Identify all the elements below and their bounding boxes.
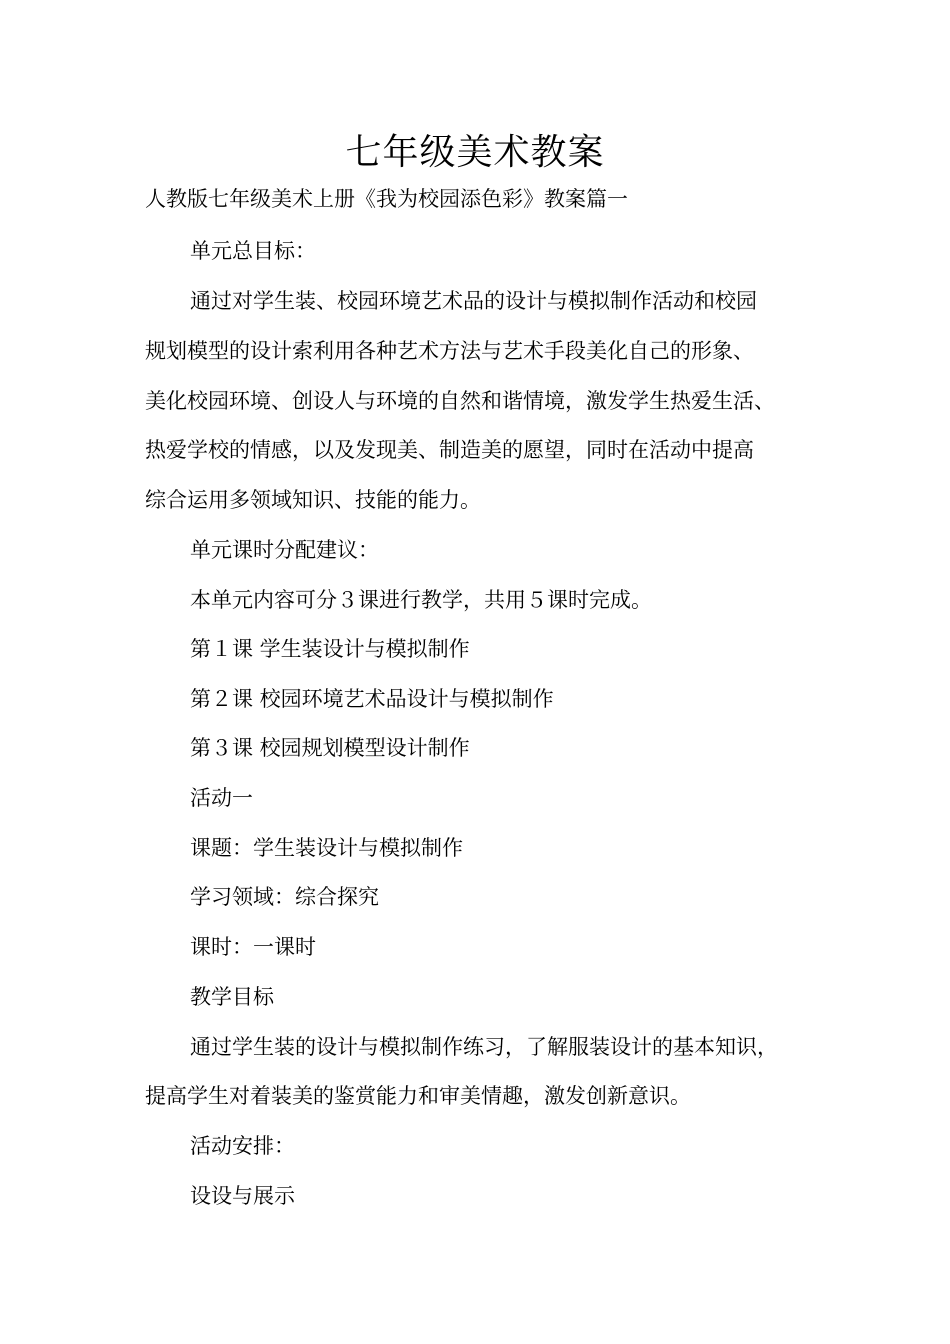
unit-goal-line: 通过对学生装、校园环境艺术品的设计与模拟制作活动和校园 bbox=[190, 289, 757, 313]
unit-goal-line: 热爱学校的情感，以及发现美、制造美的愿望，同时在活动中提高 bbox=[145, 438, 754, 462]
document-subtitle: 人教版七年级美术上册《我为校园添色彩》教案篇一 bbox=[145, 187, 628, 211]
arrangement-heading: 活动安排： bbox=[190, 1134, 295, 1158]
objective-heading: 教学目标 bbox=[190, 985, 274, 1009]
unit-goal-line: 综合运用多领域知识、技能的能力。 bbox=[145, 488, 481, 512]
arrangement-item: 设设与展示 bbox=[190, 1184, 295, 1208]
activity-label: 活动一 bbox=[190, 786, 253, 810]
schedule-text: 本单元内容可分３课进行教学，共用５课时完成。 bbox=[190, 588, 652, 612]
unit-goal-heading: 单元总目标： bbox=[190, 239, 316, 263]
topic-line: 课题：学生装设计与模拟制作 bbox=[190, 836, 463, 860]
schedule-heading: 单元课时分配建议： bbox=[190, 538, 379, 562]
unit-goal-line: 美化校园环境、创设人与环境的自然和谐情境，激发学生热爱生活、 bbox=[145, 389, 775, 413]
lesson-item: 第３课 校园规划模型设计制作 bbox=[190, 736, 470, 760]
lesson-item: 第２课 校园环境艺术品设计与模拟制作 bbox=[190, 687, 554, 711]
period-line: 课时：一课时 bbox=[190, 935, 316, 959]
document-title: 七年级美术教案 bbox=[345, 132, 605, 173]
lesson-item: 第１课 学生装设计与模拟制作 bbox=[190, 637, 470, 661]
domain-line: 学习领域：综合探究 bbox=[190, 885, 379, 909]
objective-line: 通过学生装的设计与模拟制作练习，了解服装设计的基本知识， bbox=[190, 1035, 778, 1059]
unit-goal-line: 规划模型的设计索利用各种艺术方法与艺术手段美化自己的形象、 bbox=[145, 339, 754, 363]
objective-line: 提高学生对着装美的鉴赏能力和审美情趣，激发创新意识。 bbox=[145, 1084, 691, 1108]
